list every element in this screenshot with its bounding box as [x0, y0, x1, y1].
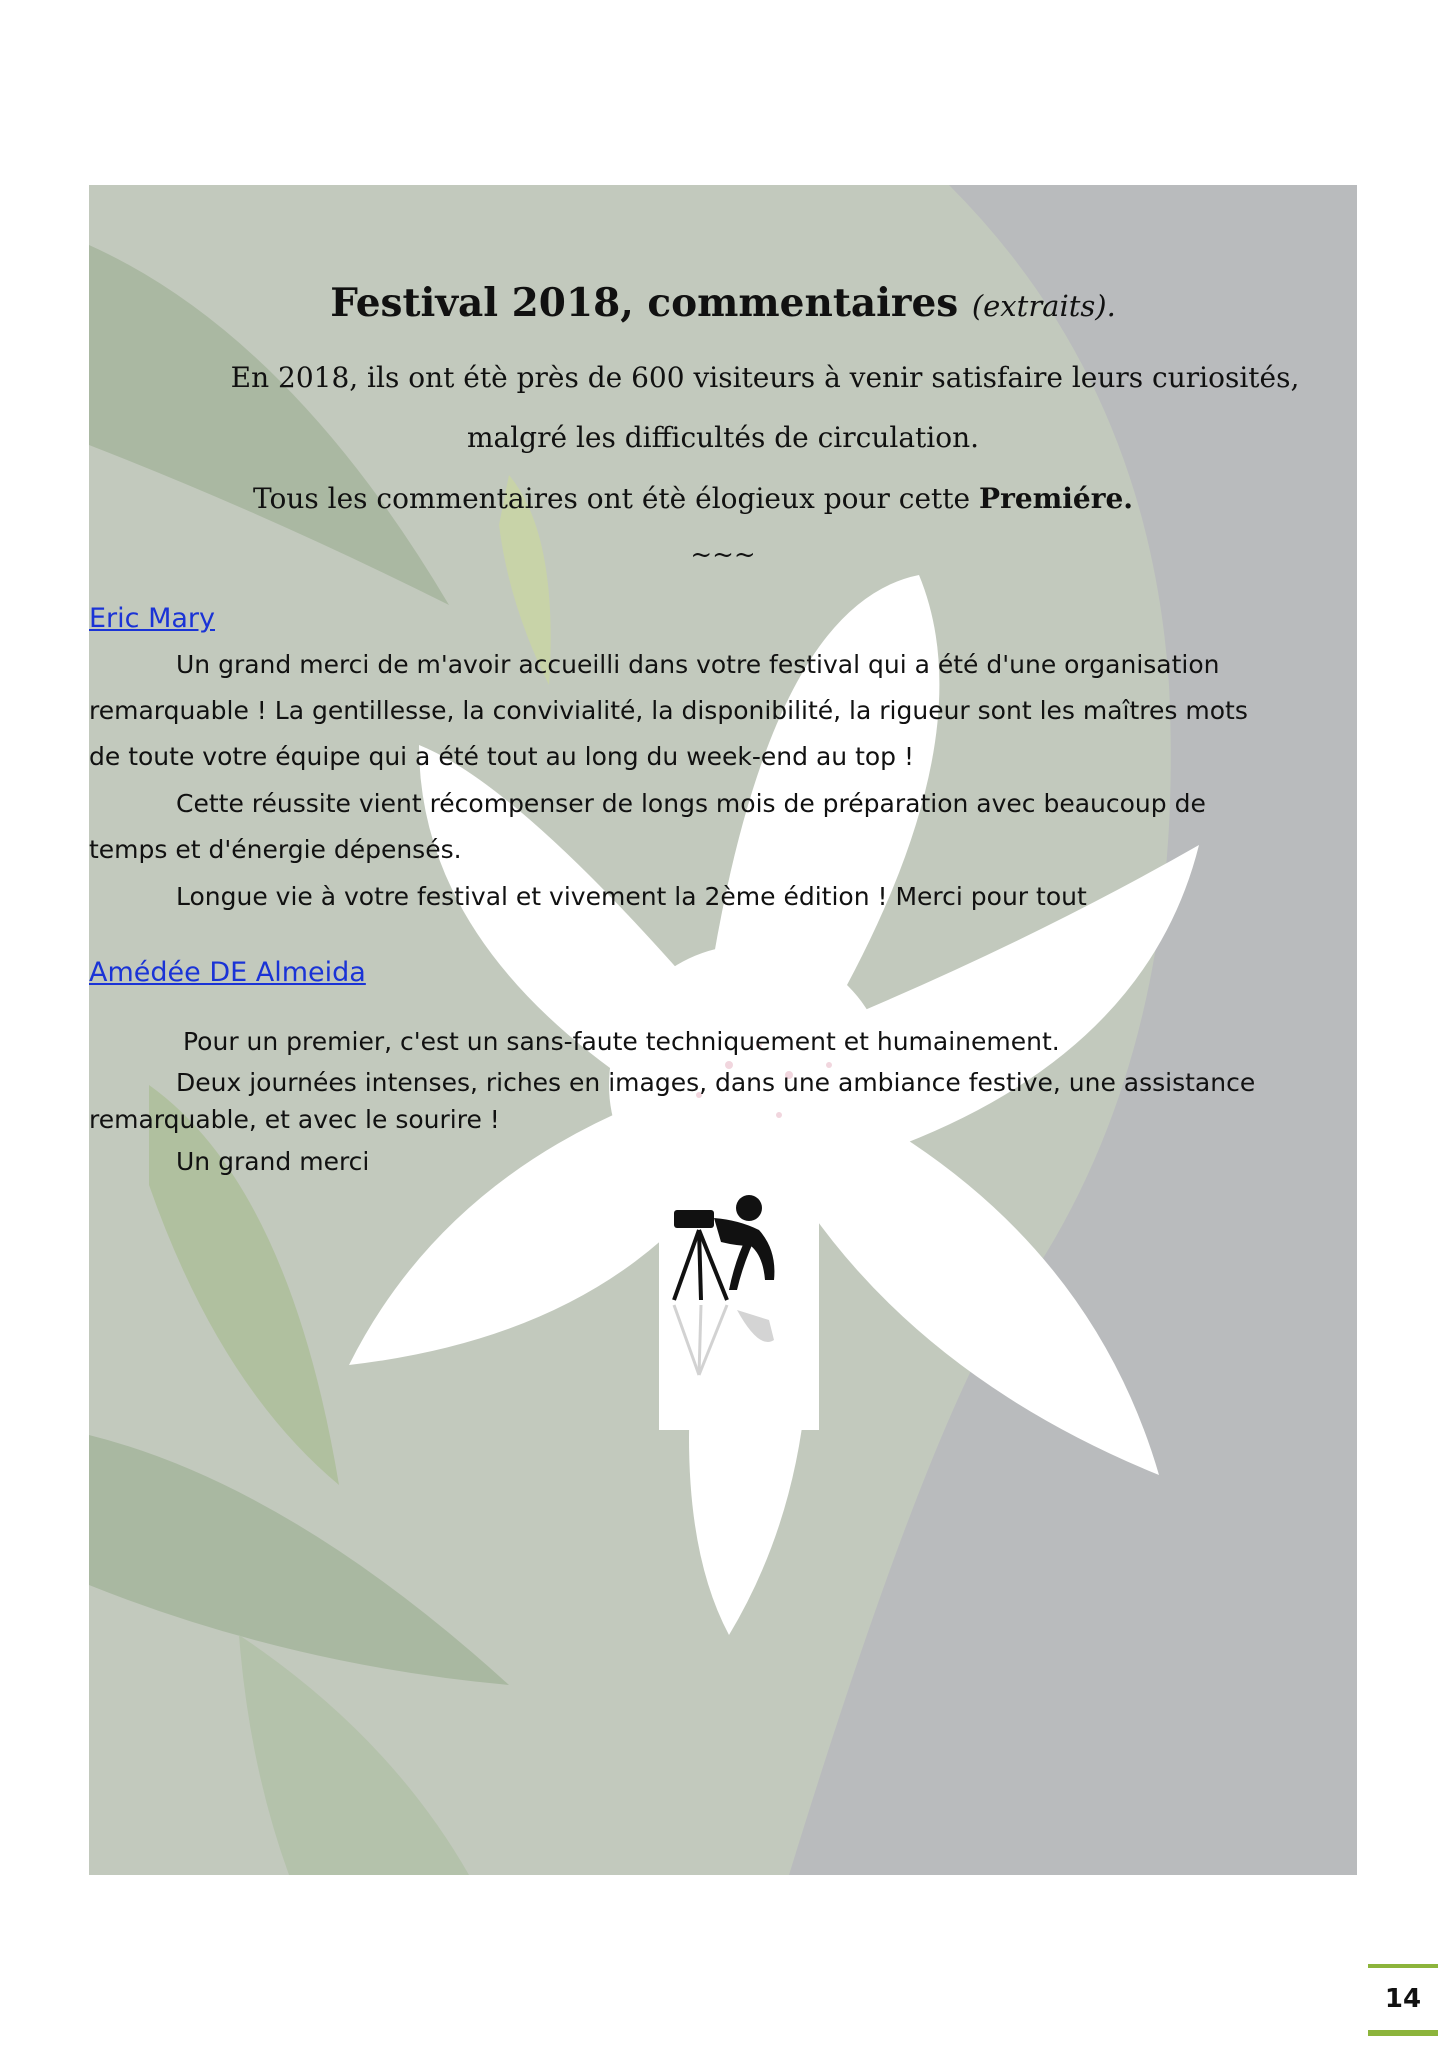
- comment-line: Un grand merci: [176, 1147, 370, 1176]
- comment-line: Cette réussite vient récompenser de longs mois de préparation avec beaucoup de: [176, 789, 1206, 818]
- intro-line-1: En 2018, ils ont étè près de 600 visiteurs à venir satisfaire leurs curiosités,: [230, 361, 1300, 394]
- title-suffix: (extraits).: [971, 289, 1116, 323]
- intro-line-2: malgré les difficultés de circulation.: [466, 421, 980, 454]
- title-main: Festival 2018, commentaires: [330, 280, 959, 326]
- intro-line-3-text: Tous les commentaires ont étè élogieux pour cette: [252, 482, 980, 515]
- intro-line-3: [59, 482, 1327, 515]
- page-number: 14: [1368, 1964, 1438, 2036]
- page-content: [89, 185, 1357, 1875]
- comment-line: de toute votre équipe qui a été tout au long du week-end au top !: [89, 742, 914, 771]
- intro-line-3-bold: Premiére.: [979, 482, 1134, 515]
- author-link-eric-mary[interactable]: Eric Mary: [89, 603, 216, 634]
- photographer-icon: [659, 1190, 819, 1430]
- comment-line: Pour un premier, c'est un sans-faute techniquement et humainement.: [183, 1027, 1060, 1056]
- comment-line: Deux journées intenses, riches en images, dans une ambiance festive, une assistance: [176, 1068, 1256, 1097]
- comment-line: remarquable, et avec le sourire !: [89, 1105, 500, 1134]
- comment-line: temps et d'énergie dépensés.: [89, 835, 462, 864]
- separator: ~~~: [690, 540, 756, 570]
- comment-line: Un grand merci de m'avoir accueilli dans votre festival qui a été d'une organisation: [176, 650, 1220, 679]
- comment-line: remarquable ! La gentillesse, la convivialité, la disponibilité, la rigueur sont les maîtres mots: [89, 696, 1248, 725]
- comment-line: Longue vie à votre festival et vivement la 2ème édition ! Merci pour tout: [176, 882, 1087, 911]
- page-title: [89, 280, 1357, 326]
- author-link-amedee-de-almeida[interactable]: Amédée DE Almeida: [89, 957, 366, 988]
